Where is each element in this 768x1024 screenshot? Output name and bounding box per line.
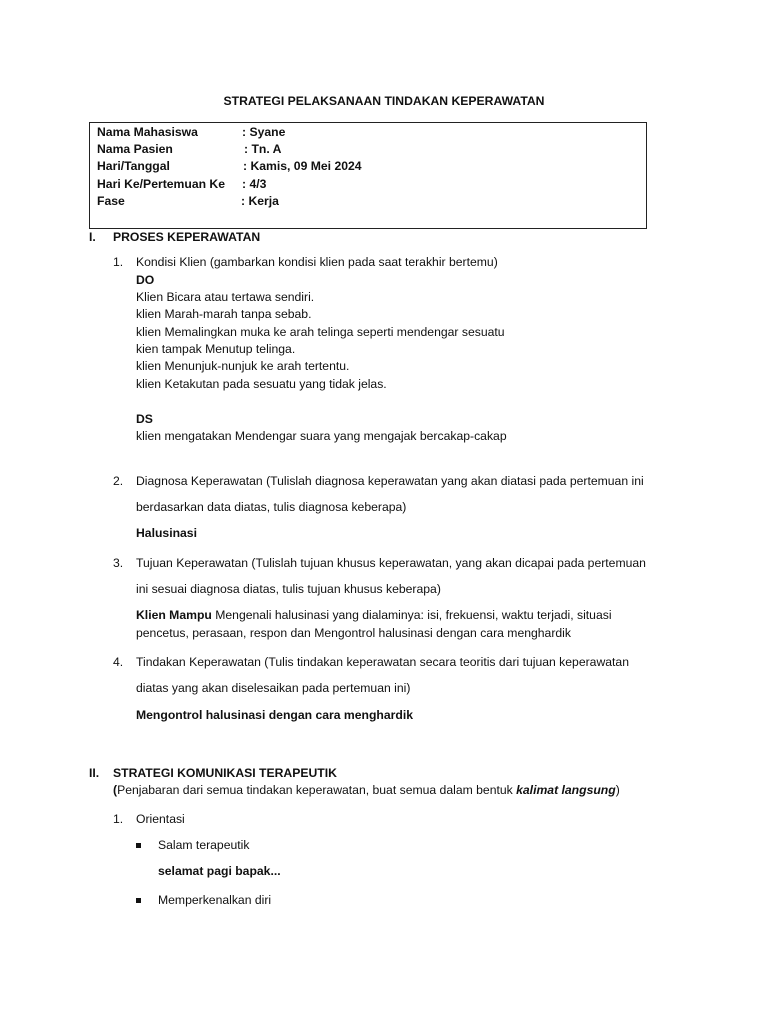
item-4-number: 4.: [113, 655, 124, 669]
section-2-heading: STRATEGI KOMUNIKASI TERAPEUTIK: [113, 766, 337, 780]
item-2-text-line2: berdasarkan data diatas, tulis diagnosa keberapa): [136, 500, 407, 514]
do-line: klien Memalingkan muka ke arah telinga seperti mendengar sesuatu: [136, 325, 505, 339]
bullet-icon: [136, 893, 141, 907]
item-2-number: 2.: [113, 474, 124, 488]
do-label: DO: [136, 273, 155, 287]
goal-answer-bold: Klien Mampu: [136, 608, 212, 622]
page-title: STRATEGI PELAKSANAAN TINDAKAN KEPERAWATAN: [223, 94, 545, 108]
orientasi-number: 1.: [113, 812, 124, 826]
action-answer: Mengontrol halusinasi dengan cara menghardik: [136, 708, 413, 722]
item-1-text: Kondisi Klien (gambarkan kondisi klien pada saat terakhir bertemu): [136, 255, 498, 269]
section-2-subtitle: (Penjabaran dari semua tindakan keperawatan, buat semua dalam bentuk kalimat langsung): [113, 783, 620, 797]
do-line: klien Menunjuk-nunjuk ke arah tertentu.: [136, 359, 350, 373]
diagnosis-answer: Halusinasi: [136, 526, 197, 540]
info-label-pertemuan: Hari Ke/Pertemuan Ke: [97, 177, 226, 191]
item-3-number: 3.: [113, 556, 124, 570]
do-line: kien tampak Menutup telinga.: [136, 342, 296, 356]
item-2-text-line1: Diagnosa Keperawatan (Tulislah diagnosa keperawatan yang akan diatasi pada pertemuan ini: [136, 474, 644, 488]
do-line: klien Ketakutan pada sesuatu yang tidak jelas.: [136, 377, 387, 391]
item-3-text-line1: Tujuan Keperawatan (Tulislah tujuan khusus keperawatan, yang akan dicapai pada pertemuan: [136, 556, 646, 570]
bullet-item: Memperkenalkan diri: [158, 893, 272, 907]
do-line: Klien Bicara atau tertawa sendiri.: [136, 290, 315, 304]
bullet-item: Salam terapeutik: [158, 838, 250, 852]
item-3-text-line2: ini sesuai diagnosa diatas, tulis tujuan khusus keberapa): [136, 582, 441, 596]
goal-answer-line2: pencetus, perasaan, respon dan Mengontrol halusinasi dengan cara menghardik: [136, 626, 571, 640]
item-1-number: 1.: [113, 255, 124, 269]
info-label-hari-tanggal: Hari/Tanggal: [97, 159, 170, 173]
info-label-fase: Fase: [97, 194, 125, 208]
ds-label: DS: [136, 412, 153, 426]
info-value-nama-pasien: : Tn. A: [244, 142, 282, 156]
goal-answer-text: Mengenali halusinasi yang dialaminya: isi, frekuensi, waktu terjadi, situasi: [211, 608, 612, 622]
section-1-heading: PROSES KEPERAWATAN: [113, 230, 261, 244]
info-value-hari-tanggal: : Kamis, 09 Mei 2024: [243, 159, 362, 173]
info-value-nama-mahasiswa: : Syane: [242, 125, 286, 139]
info-value-fase: : Kerja: [241, 194, 279, 208]
goal-answer-line1: [136, 608, 612, 622]
section-1-numeral: I.: [89, 230, 96, 244]
ds-line: klien mengatakan Mendengar suara yang mengajak bercakap-cakap: [136, 429, 507, 443]
info-label-nama-pasien: Nama Pasien: [97, 142, 173, 156]
do-line: klien Marah-marah tanpa sebab.: [136, 307, 312, 321]
info-label-nama-mahasiswa: Nama Mahasiswa: [97, 125, 198, 139]
orientasi-label: Orientasi: [136, 812, 185, 826]
bullet-icon: [136, 838, 141, 852]
section-2-numeral: II.: [89, 766, 100, 780]
info-value-pertemuan: : 4/3: [242, 177, 267, 191]
item-4-text-line1: Tindakan Keperawatan (Tulis tindakan keperawatan secara teoritis dari tujuan keperawatan: [136, 655, 629, 669]
item-4-text-line2: diatas yang akan diselesaikan pada pertemuan ini): [136, 681, 411, 695]
bullet-detail: selamat pagi bapak...: [158, 864, 281, 878]
